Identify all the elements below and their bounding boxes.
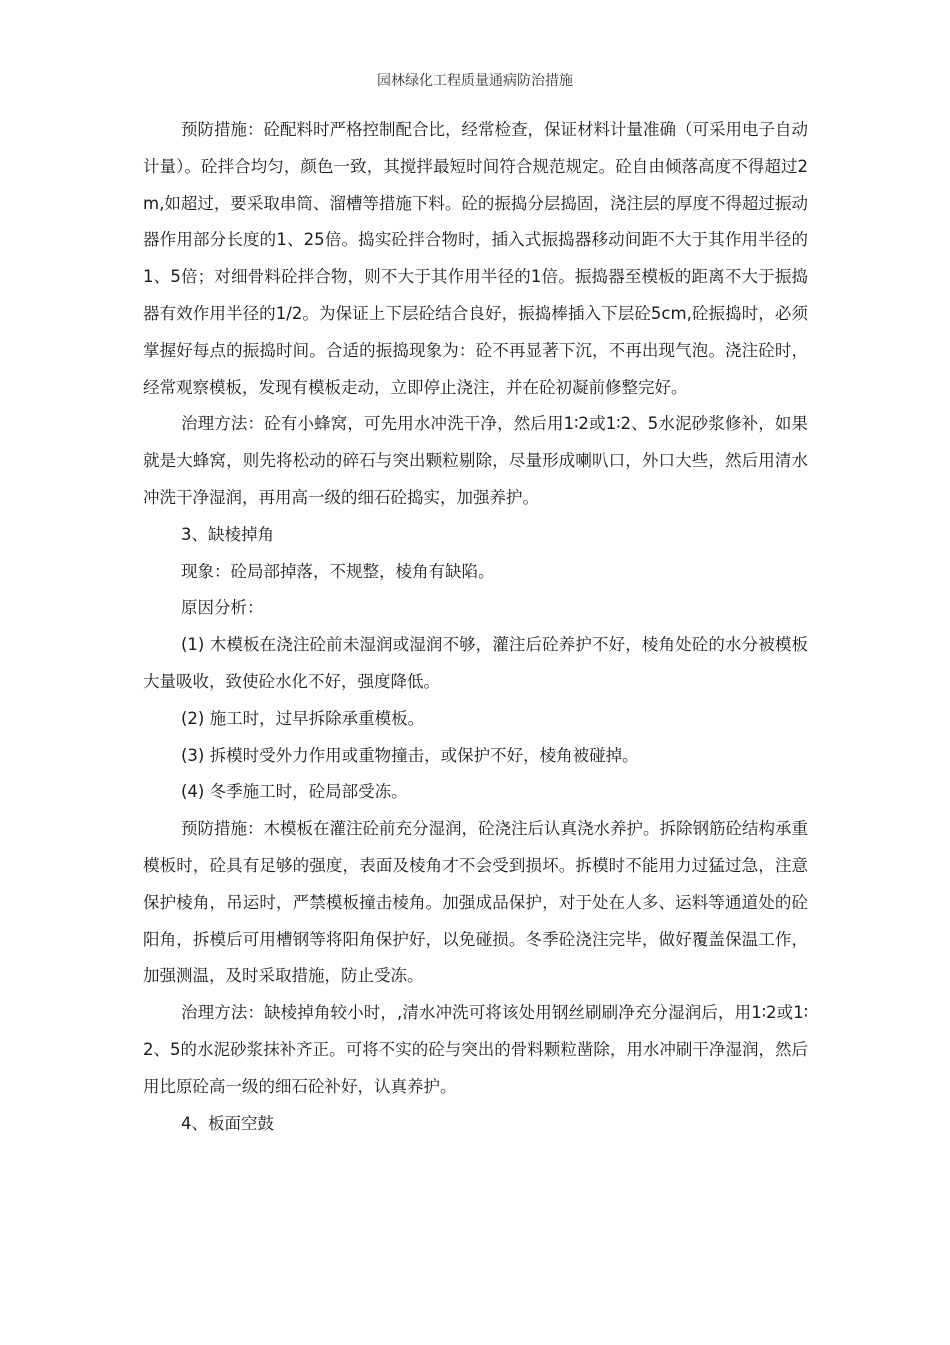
section-heading-missing-edges: 3、缺棱掉角 (181, 524, 274, 544)
cause-item-1: (1) 木模板在浇注砼前未湿润或湿润不够，灌注后砼养护不好，棱角处砼的水分被模板大量吸收，致使砼水化不好，强度降低。 (143, 635, 808, 691)
paragraph-treatment-method-2: 治理方法：缺棱掉角较小时，,清水冲洗可将该处用钢丝刷刷净充分湿润后，用1∶2或1∶2、5的水泥砂浆抹补齐正。可将不实的砼与突出的骨料颗粒凿除，用水冲刷干净湿润，然后用比原砼高一级的细石砼补好，认真养护。 (143, 1003, 808, 1096)
cause-item-4: (4) 冬季施工时，砼局部受冻。 (181, 782, 408, 802)
document-body (143, 112, 808, 1142)
paragraph-phenomenon: 现象：砼局部掉落，不规整，棱角有缺陷。 (181, 561, 495, 581)
section-heading-hollow-board: 4、板面空鼓 (181, 1113, 274, 1133)
paragraph-treatment-method: 治理方法：砼有小蜂窝，可先用水冲洗干净，然后用1∶2或1∶2、5水泥砂浆修补，如果就是大蜂窝，则先将松动的碎石与突出颗粒剔除，尽量形成喇叭口，外口大些，然后用清水冲洗干净湿润，再用高一级的细石砼捣实，加强养护。 (143, 414, 808, 507)
paragraph-prevention-measures: 预防措施：砼配料时严格控制配合比，经常检查，保证材料计量准确（可采用电子自动计量）。砼拌合均匀，颜色一致，其搅拌最短时间符合规范规定。砼自由倾落高度不得超过2m,如超过，要采取串筒、溜槽等措施下料。砼的振捣分层捣固，浇注层的厚度不得超过振动器作用部分长度的1、25倍。捣实砼拌合物时，插入式振捣器移动间距不大于其作用半径的1、5倍；对细骨料砼拌合物，则不大于其作用半径的1倍。振捣器至模板的距离不大于振捣器有效作用半径的1/2。为保证上下层砼结合良好，振捣棒插入下层砼5cm,砼振捣时，必须掌握好每点的振捣时间。合适的振捣现象为：砼不再显著下沉，不再出现气泡。浇注砼时，经常观察模板，发现有模板走动，立即停止浇注，并在砼初凝前修整完好。 (143, 120, 808, 397)
cause-item-3: (3) 拆模时受外力作用或重物撞击，或保护不好，棱角被碰掉。 (181, 745, 639, 765)
paragraph-cause-analysis-label: 原因分析： (181, 598, 264, 618)
cause-item-2: (2) 施工时，过早拆除承重模板。 (181, 708, 425, 728)
page-header: 园林绿化工程质量通病防治措施 (377, 73, 573, 89)
paragraph-prevention-measures-2: 预防措施：木模板在灌注砼前充分湿润，砼浇注后认真浇水养护。拆除钢筋砼结构承重模板时，砼具有足够的强度，表面及棱角才不会受到损坏。拆模时不能用力过猛过急，注意保护棱角，吊运时，严禁模板撞击棱角。加强成品保护，对于处在人多、运料等通道处的砼阳角，拆模后可用槽钢等将阳角保护好，以免碰损。冬季砼浇注完毕，做好覆盖保温工作，加强测温，及时采取措施，防止受冻。 (143, 819, 808, 986)
